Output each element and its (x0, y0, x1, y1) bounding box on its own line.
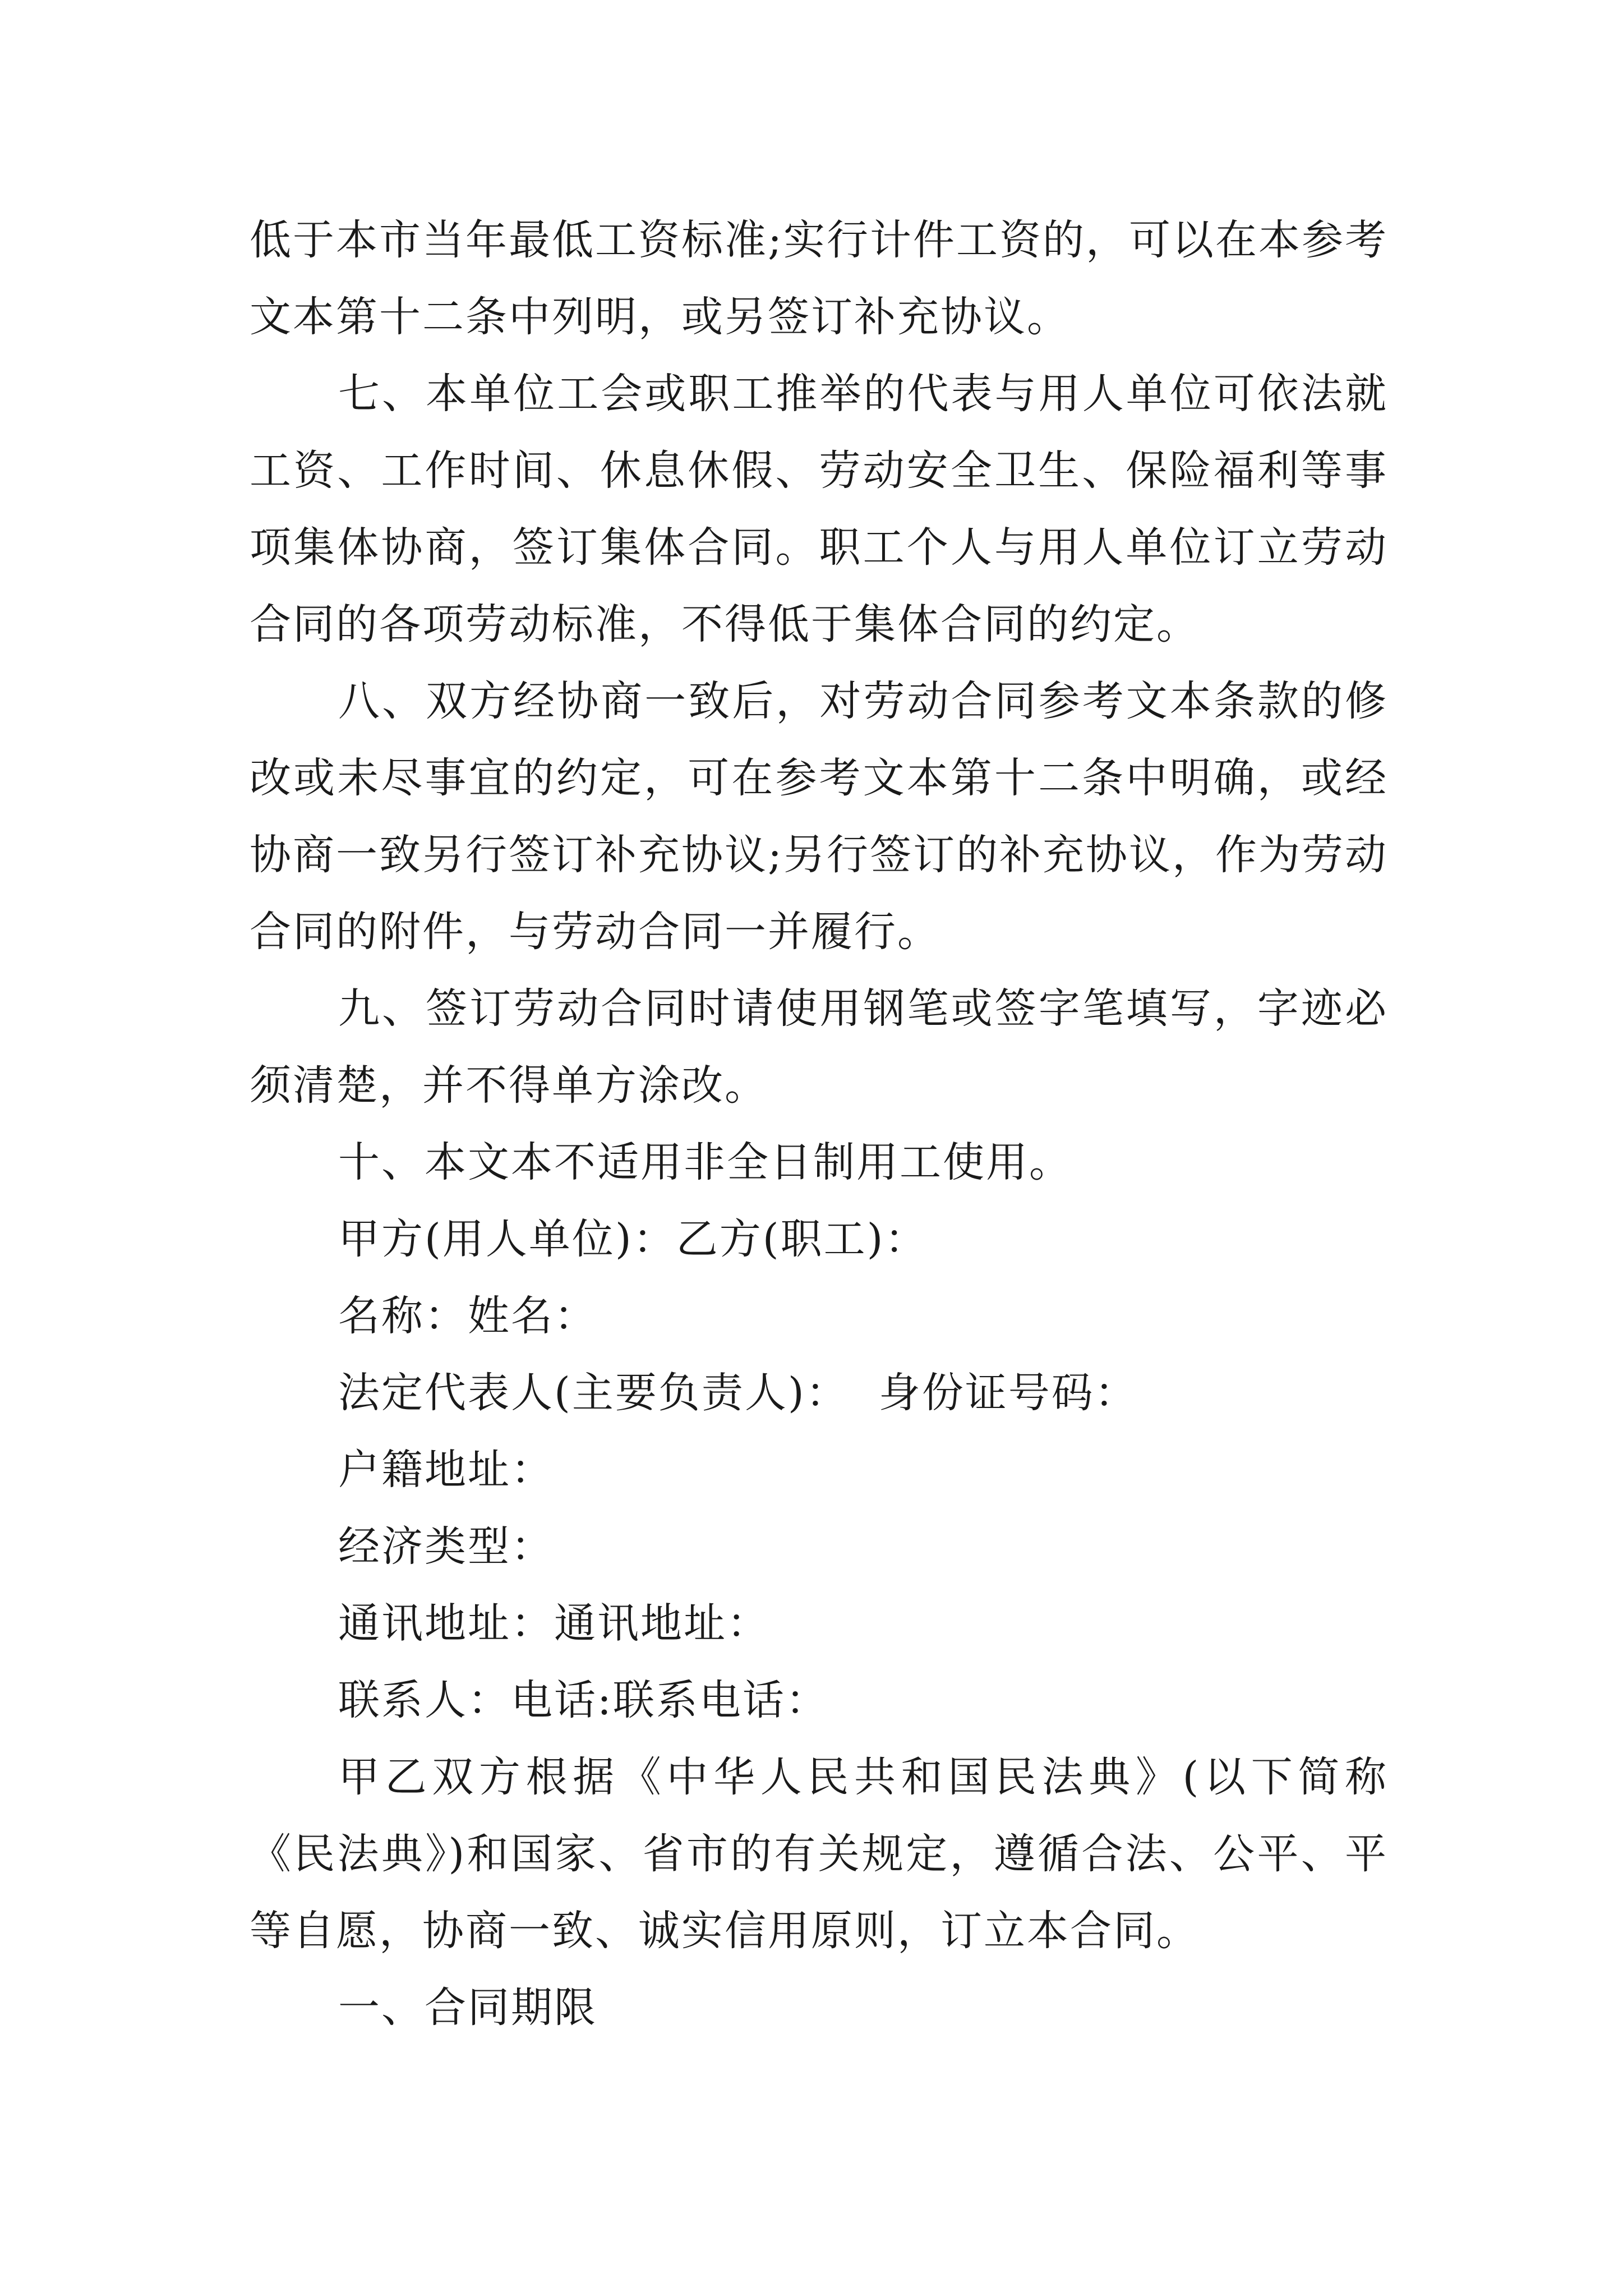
mailing-address-line: 通讯地址：通讯地址： (338, 1599, 770, 1648)
document-body (250, 202, 1388, 2046)
paragraph-continuation: 低于本市当年最低工资标准;实行计件工资的，可以在本参考文本第十二条中列明，或另签订补充协议。 (250, 216, 1388, 341)
legal-rep-line: 法定代表人(主要负责人)： 身份证号码： (338, 1369, 1138, 1417)
party-line: 甲方(用人单位)：乙方(职工)： (338, 1215, 928, 1263)
household-address-line: 户籍地址： (338, 1446, 554, 1494)
name-line: 名称：姓名： (338, 1292, 597, 1340)
economic-type-line: 经济类型： (338, 1522, 554, 1571)
section-heading-term: 一、合同期限 (338, 1984, 597, 2032)
paragraph-clause-10: 十、本文本不适用非全日制用工使用。 (338, 1138, 1072, 1186)
preamble-paragraph: 甲乙双方根据《中华人民共和国民法典》(以下简称《民法典》)和国家、省市的有关规定，遵循合法、公平、平等自愿，协商一致、诚实信用原则，订立本合同。 (250, 1753, 1388, 1955)
paragraph-clause-7: 七、本单位工会或职工推举的代表与用人单位可依法就工资、工作时间、休息休假、劳动安全卫生、保险福利等事项集体协商，签订集体合同。职工个人与用人单位订立劳动合同的各项劳动标准，不得低于集体合同的约定。 (250, 370, 1388, 648)
paragraph-clause-9: 九、签订劳动合同时请使用钢笔或签字笔填写，字迹必须清楚，并不得单方涂改。 (250, 984, 1388, 1110)
paragraph-clause-8: 八、双方经协商一致后，对劳动合同参考文本条款的修改或未尽事宜的约定，可在参考文本第十二条中明确，或经协商一致另行签订补充协议;另行签订的补充协议，作为劳动合同的附件，与劳动合同一并履行。 (250, 677, 1388, 956)
contact-line: 联系人：电话:联系电话： (338, 1676, 829, 1724)
